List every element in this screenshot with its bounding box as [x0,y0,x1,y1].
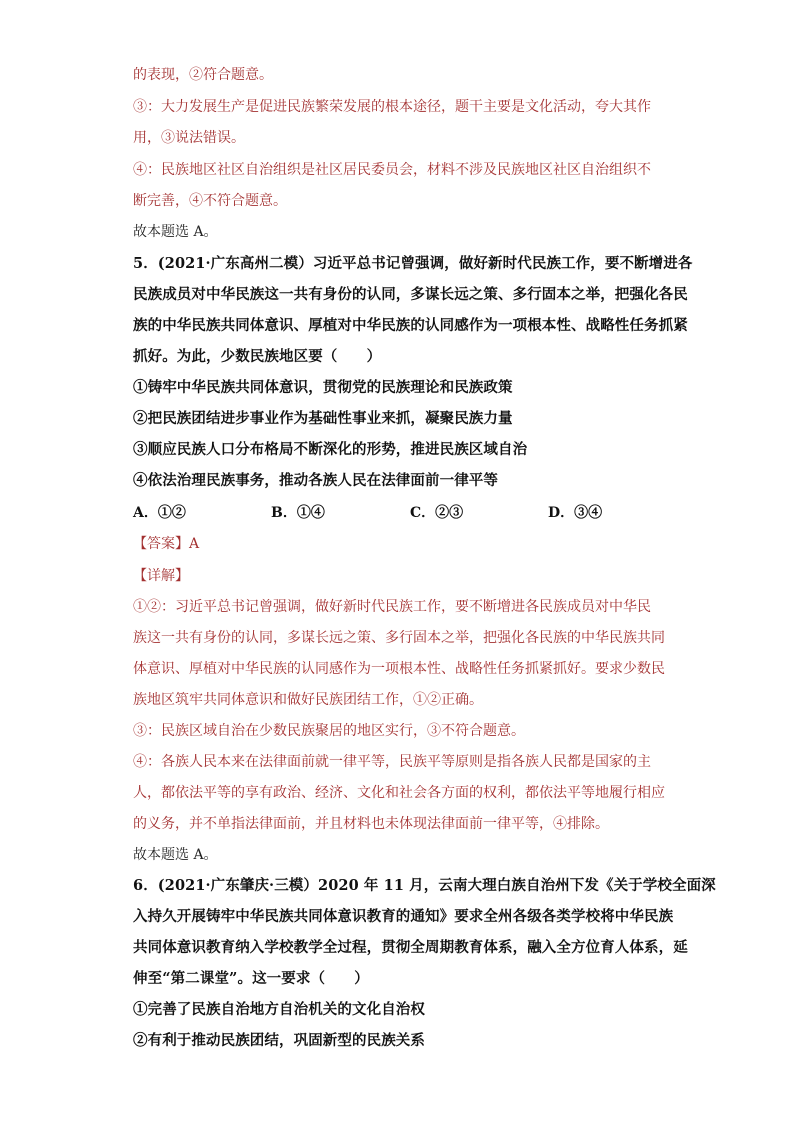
q5-option-d: D．③④ [548,505,603,521]
q5-option-c: C．②③ [410,505,464,521]
q5-detail-label: 【详解】 [133,568,189,584]
prev-explanation-line: 的表现，②符合题意。 [133,67,273,83]
q6-stem-line: 6．(2021·广东肇庆·三模）2020 年 11 月，云南大理白族自治州下发《关于学校全面深 [133,877,716,894]
q6-item: ②有利于推动民族团结，巩固新型的民族关系 [133,1032,425,1049]
q5-option-a: A．①② [133,505,186,521]
q6-stem-line: 伸至“第二课堂”。这一要求（ ） [133,970,369,987]
q5-stem-line: 民族成员对中华民族这一共有身份的认同，多谋长远之策、多行固本之举，把强化各民 [133,286,688,303]
prev-conclusion: 故本题选 A。 [133,224,218,240]
q5-explanation-line: 体意识、厚植对中华民族的认同感作为一项根本性、战略性任务抓紧抓好。要求少数民 [133,661,665,677]
q6-stem-line: 共同体意识教育纳入学校教学全过程，贯彻全周期教育体系，融入全方位育人体系，延 [133,939,688,956]
q5-options [133,503,653,523]
q5-answer: 【答案】A [133,536,200,552]
q5-item: ①铸牢中华民族共同体意识，贯彻党的民族理论和民族政策 [133,379,513,396]
prev-explanation-line: ③：大力发展生产是促进民族繁荣发展的根本途径，题干主要是文化活动，夸大其作 [133,99,651,115]
q5-item: ②把民族团结进步事业作为基础性事业来抓，凝聚民族力量 [133,410,513,427]
prev-explanation-line: ④：民族地区社区自治组织是社区居民委员会，材料不涉及民族地区社区自治组织不 [133,162,651,178]
q5-explanation-line: 的义务，并不单指法律面前，并且材料也未体现法律面前一律平等，④排除。 [133,816,609,832]
q5-explanation-line: 族地区筑牢共同体意识和做好民族团结工作，①②正确。 [133,692,483,708]
q5-item: ③顺应民族人口分布格局不断深化的形势，推进民族区域自治 [133,441,528,458]
prev-explanation-line: 断完善，④不符合题意。 [133,193,287,209]
q5-conclusion: 故本题选 A。 [133,847,218,863]
q5-explanation-line: 人，都依法平等的享有政治、经济、文化和社会各方面的权利，都依法平等地履行相应 [133,785,665,801]
prev-explanation-line: 用，③说法错误。 [133,130,245,146]
q5-option-b: B．①④ [271,505,325,521]
q5-stem-line: 5．(2021·广东高州二模）习近平总书记曾强调，做好新时代民族工作，要不断增进各 [133,255,693,272]
q5-explanation-line: ①②：习近平总书记曾强调，做好新时代民族工作，要不断增进各民族成员对中华民 [133,599,651,615]
q6-item: ①完善了民族自治地方自治机关的文化自治权 [133,1001,425,1018]
q6-stem-line: 入持久开展铸牢中华民族共同体意识教育的通知》要求全州各级各类学校将中华民族 [133,908,674,925]
q5-item: ④依法治理民族事务，推动各族人民在法律面前一律平等 [133,472,498,489]
q5-stem-line: 族的中华民族共同体意识、厚植对中华民族的认同感作为一项根本性、战略性任务抓紧 [133,317,688,334]
q5-explanation-line: ③：民族区域自治在少数民族聚居的地区实行，③不符合题意。 [133,723,525,739]
q5-stem-line: 抓好。为此，少数民族地区要（ ） [133,348,382,365]
q5-explanation-line: ④：各族人民本来在法律面前就一律平等，民族平等原则是指各族人民都是国家的主 [133,754,651,770]
q5-explanation-line: 族这一共有身份的认同，多谋长远之策、多行固本之举，把强化各民族的中华民族共同 [133,630,665,646]
